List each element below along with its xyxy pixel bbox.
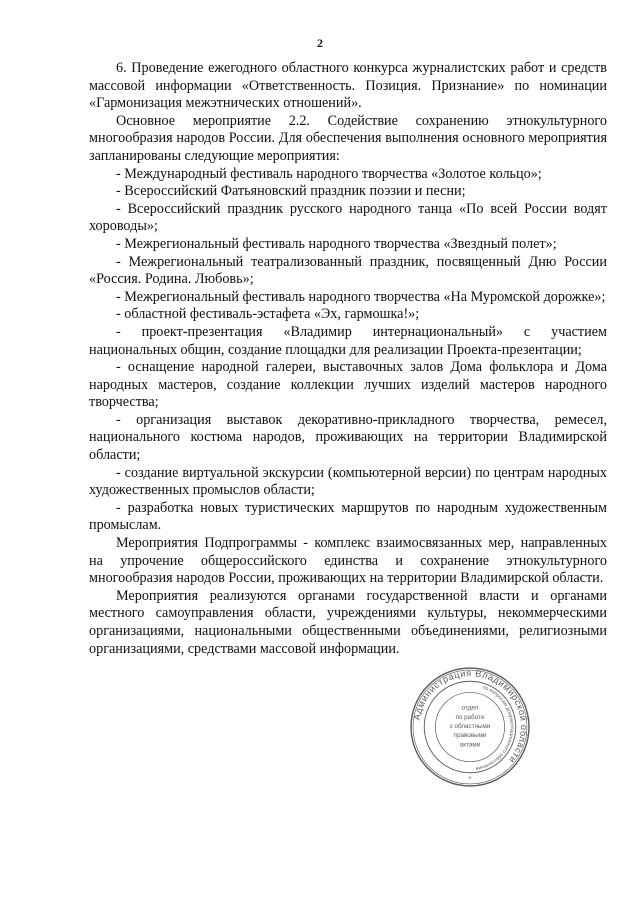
list-item: - областной фестиваль-эстафета «Эх, гармошка!»; bbox=[116, 306, 420, 323]
official-stamp bbox=[409, 666, 531, 788]
stamp-star-icon: * bbox=[468, 774, 472, 783]
list-item: - оснащение народной галереи, выставочных залов Дома фольклора и Дома народных мастеров, создание коллекции лучших изделий мастеров народного творчества; bbox=[89, 359, 607, 411]
list-item: - разработка новых туристических маршрутов по народным художественным промыслам. bbox=[89, 499, 607, 534]
paragraph-subprogram: Мероприятия Подпрограммы - комплекс взаимосвязанных мер, направленных на упрочение общероссийского единства и сохранение этнокультурного многообразия народов России, проживающих на территории Владимирской области. bbox=[89, 535, 607, 587]
list-item: - проект-презентация «Владимир интернациональный» с участием национальных общин, создание площадки для реализации Проекта-презентации; bbox=[89, 323, 607, 358]
stamp-inner-text: по вопросам документационного обеспечения bbox=[475, 684, 515, 772]
paragraph-contest: 6. Проведение ежегодного областного конкурса журналистских работ и средств массовой информации «Ответственность. Позиция. Признание» по номинации «Гармонизация межэтнических отношений». bbox=[89, 60, 607, 112]
paragraph-implementers: Мероприятия реализуются органами государственной власти и органами местного самоуправления области, учреждениями культуры, некоммерческими организациями, национальными общественными объединениями, религиозными организациями, средствами массовой информации. bbox=[89, 587, 607, 657]
stamp-center-line: с областными bbox=[449, 723, 491, 731]
list-item: - Международный фестиваль народного творчества «Золотое кольцо»; bbox=[116, 165, 542, 182]
document-body bbox=[89, 60, 607, 658]
stamp-center-line: правовыми bbox=[453, 732, 487, 740]
paragraph-main-activity: Основное мероприятие 2.2. Содействие сохранению этнокультурного многообразия народов России. Для обеспечения выполнения основного мероприятия запланированы следующие мероприятия: bbox=[89, 112, 607, 164]
stamp-center-line: отдел bbox=[461, 704, 479, 712]
stamp-center-line: по работе bbox=[455, 713, 485, 721]
list-item: - создание виртуальной экскурсии (компьютерной версии) по центрам народных художественных промыслов области; bbox=[89, 464, 607, 499]
list-item: - Межрегиональный фестиваль народного творчества «На Муромской дорожке»; bbox=[116, 288, 606, 305]
list-item: - Межрегиональный театрализованный праздник, посвященный Дню России «Россия. Родина. Любовь»; bbox=[89, 253, 607, 288]
list-item: - Межрегиональный фестиваль народного творчества «Звездный полет»; bbox=[116, 235, 557, 252]
list-item: - Всероссийский праздник русского народного танца «По всей России водят хороводы»; bbox=[89, 200, 607, 235]
list-item: - организация выставок декоративно-прикладного творчества, ремесел, национального костюма народов, проживающих на территории Владимирской области; bbox=[89, 411, 607, 464]
list-item: - Всероссийский Фатьяновский праздник поэзии и песни; bbox=[116, 183, 466, 200]
stamp-outer-text: Администрация Владимирской области bbox=[411, 668, 529, 766]
stamp-center-line: актами bbox=[459, 741, 481, 749]
page-number: 2 bbox=[317, 36, 323, 50]
